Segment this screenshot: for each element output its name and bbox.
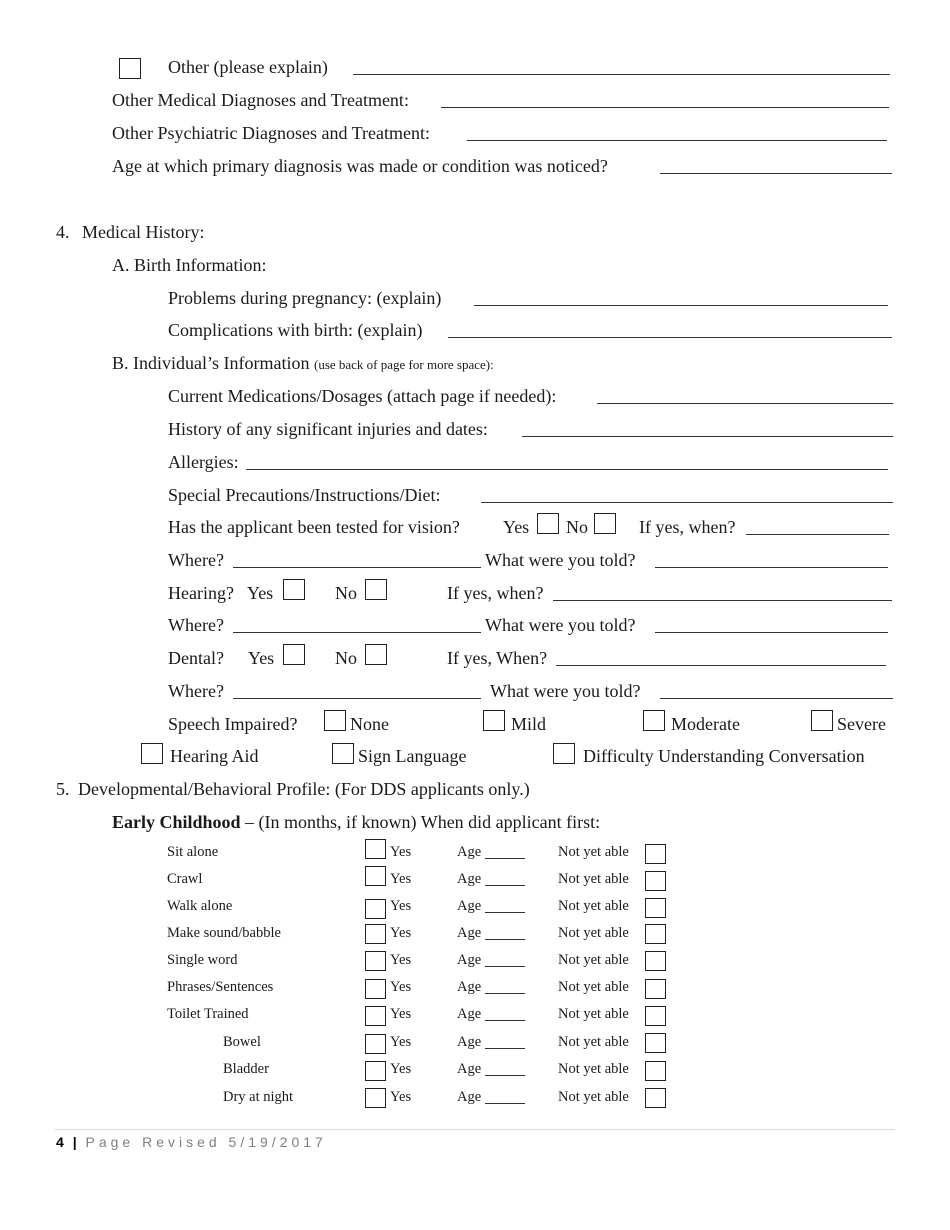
hearing-where-field[interactable]	[233, 632, 481, 633]
section-4-title: Medical History:	[82, 222, 205, 242]
milestone-age-label: Age	[457, 1034, 482, 1050]
milestone-label: Bowel	[223, 1034, 261, 1050]
milestone-age-field[interactable]	[485, 1103, 525, 1104]
milestone-yes-checkbox[interactable]	[365, 899, 386, 919]
footer-separator: |	[72, 1134, 78, 1150]
footer-divider	[55, 1129, 895, 1130]
hearing-where-label: Where?	[168, 615, 224, 635]
precautions-label: Special Precautions/Instructions/Diet:	[168, 485, 441, 505]
other-psychiatric-field[interactable]	[467, 140, 887, 141]
vision-yes-checkbox[interactable]	[537, 513, 559, 534]
hearing-aid-label: Hearing Aid	[170, 746, 259, 766]
milestone-yes-checkbox[interactable]	[365, 1006, 386, 1026]
hearing-no-checkbox[interactable]	[365, 579, 387, 600]
milestone-not-yet-checkbox[interactable]	[645, 1006, 666, 1026]
milestone-not-yet-label: Not yet able	[558, 979, 629, 995]
precautions-field[interactable]	[481, 502, 893, 503]
milestone-age-field[interactable]	[485, 885, 525, 886]
milestone-age-label: Age	[457, 898, 482, 914]
milestone-not-yet-checkbox[interactable]	[645, 898, 666, 918]
section-5-title: Developmental/Behavioral Profile: (For DDS applicants only.)	[78, 779, 530, 799]
hearing-when-label: If yes, when?	[447, 583, 544, 603]
milestone-age-field[interactable]	[485, 1020, 525, 1021]
speech-moderate-checkbox[interactable]	[643, 710, 665, 731]
dental-yes-checkbox[interactable]	[283, 644, 305, 665]
milestone-not-yet-checkbox[interactable]	[645, 1088, 666, 1108]
medications-field[interactable]	[597, 403, 893, 404]
milestone-yes-label: Yes	[390, 925, 412, 941]
hearing-aid-checkbox[interactable]	[141, 743, 163, 764]
dental-when-field[interactable]	[556, 665, 886, 666]
individual-info-title: B. Individual’s Information	[112, 353, 310, 373]
complications-field[interactable]	[448, 337, 892, 338]
milestone-yes-checkbox[interactable]	[365, 979, 386, 999]
milestone-label: Make sound/babble	[167, 925, 281, 941]
milestone-age-label: Age	[457, 925, 482, 941]
hearing-yes-checkbox[interactable]	[283, 579, 305, 600]
milestone-not-yet-label: Not yet able	[558, 1034, 629, 1050]
milestone-not-yet-checkbox[interactable]	[645, 871, 666, 891]
milestone-yes-label: Yes	[390, 1006, 412, 1022]
speech-severe-checkbox[interactable]	[811, 710, 833, 731]
milestone-yes-checkbox[interactable]	[365, 1061, 386, 1081]
pregnancy-field[interactable]	[474, 305, 888, 306]
sign-language-label: Sign Language	[358, 746, 467, 766]
allergies-field[interactable]	[246, 469, 888, 470]
milestone-yes-label: Yes	[390, 979, 412, 995]
milestone-yes-checkbox[interactable]	[365, 839, 386, 859]
milestone-age-field[interactable]	[485, 966, 525, 967]
milestone-label: Walk alone	[167, 898, 233, 914]
age-primary-field[interactable]	[660, 173, 892, 174]
milestone-not-yet-label: Not yet able	[558, 1006, 629, 1022]
hearing-no-label: No	[335, 583, 357, 603]
hearing-when-field[interactable]	[553, 600, 892, 601]
other-medical-field[interactable]	[441, 107, 889, 108]
milestone-yes-label: Yes	[390, 1034, 412, 1050]
milestone-not-yet-label: Not yet able	[558, 1089, 629, 1105]
milestone-yes-label: Yes	[390, 898, 412, 914]
milestone-yes-checkbox[interactable]	[365, 1034, 386, 1054]
milestone-not-yet-label: Not yet able	[558, 952, 629, 968]
speech-moderate-label: Moderate	[671, 714, 740, 734]
milestone-age-field[interactable]	[485, 939, 525, 940]
milestone-label: Crawl	[167, 871, 203, 887]
milestone-not-yet-checkbox[interactable]	[645, 924, 666, 944]
milestone-label: Bladder	[223, 1061, 269, 1077]
other-psychiatric-label: Other Psychiatric Diagnoses and Treatment:	[112, 123, 430, 143]
milestone-age-label: Age	[457, 871, 482, 887]
milestone-yes-label: Yes	[390, 871, 412, 887]
injuries-field[interactable]	[522, 436, 893, 437]
milestone-yes-checkbox[interactable]	[365, 951, 386, 971]
milestone-age-field[interactable]	[485, 912, 525, 913]
milestone-age-label: Age	[457, 1006, 482, 1022]
dental-told-label: What were you told?	[490, 681, 641, 701]
milestone-yes-checkbox[interactable]	[365, 1088, 386, 1108]
milestone-not-yet-checkbox[interactable]	[645, 844, 666, 864]
allergies-label: Allergies:	[168, 452, 239, 472]
milestone-not-yet-checkbox[interactable]	[645, 1033, 666, 1053]
other-explain-field[interactable]	[353, 74, 890, 75]
speech-severe-label: Severe	[837, 714, 886, 734]
individual-info-note: (use back of page for more space):	[313, 357, 494, 372]
early-childhood-bold: Early Childhood	[112, 812, 241, 832]
milestone-yes-checkbox[interactable]	[365, 924, 386, 944]
milestone-not-yet-checkbox[interactable]	[645, 951, 666, 971]
milestone-yes-label: Yes	[390, 1061, 412, 1077]
vision-where-label: Where?	[168, 550, 224, 570]
dental-where-label: Where?	[168, 681, 224, 701]
injuries-label: History of any significant injuries and dates:	[168, 419, 488, 439]
milestone-age-label: Age	[457, 979, 482, 995]
difficulty-conversation-label: Difficulty Understanding Conversation	[583, 746, 865, 766]
milestone-age-field[interactable]	[485, 858, 525, 859]
milestone-age-field[interactable]	[485, 1048, 525, 1049]
milestone-label: Toilet Trained	[167, 1006, 249, 1022]
hearing-told-field[interactable]	[655, 632, 888, 633]
vision-yes-label: Yes	[503, 517, 530, 537]
difficulty-conversation-checkbox[interactable]	[553, 743, 575, 764]
milestone-not-yet-checkbox[interactable]	[645, 979, 666, 999]
milestone-not-yet-label: Not yet able	[558, 844, 629, 860]
hearing-yes-label: Yes	[247, 583, 274, 603]
dental-question: Dental?	[168, 648, 224, 668]
milestone-not-yet-label: Not yet able	[558, 898, 629, 914]
vision-told-field[interactable]	[655, 567, 888, 568]
milestone-age-field[interactable]	[485, 993, 525, 994]
milestone-label: Single word	[167, 952, 238, 968]
early-childhood-rest: – (In months, if known) When did applicant first:	[245, 812, 601, 832]
medications-label: Current Medications/Dosages (attach page if needed):	[168, 386, 557, 406]
speech-none-checkbox[interactable]	[324, 710, 346, 731]
milestone-yes-checkbox[interactable]	[365, 866, 386, 886]
complications-label: Complications with birth: (explain)	[168, 320, 423, 340]
milestone-not-yet-label: Not yet able	[558, 925, 629, 941]
other-checkbox[interactable]	[119, 58, 141, 79]
dental-where-field[interactable]	[233, 698, 481, 699]
vision-told-label: What were you told?	[485, 550, 636, 570]
milestone-not-yet-label: Not yet able	[558, 1061, 629, 1077]
vision-no-label: No	[566, 517, 588, 537]
dental-no-checkbox[interactable]	[365, 644, 387, 665]
vision-when-label: If yes, when?	[639, 517, 736, 537]
milestone-label: Sit alone	[167, 844, 219, 860]
milestone-age-field[interactable]	[485, 1075, 525, 1076]
milestone-yes-label: Yes	[390, 1089, 412, 1105]
vision-when-field[interactable]	[746, 534, 889, 535]
other-explain-label: Other (please explain)	[168, 57, 328, 77]
dental-when-label: If yes, When?	[447, 648, 548, 668]
dental-yes-label: Yes	[248, 648, 275, 668]
milestone-not-yet-checkbox[interactable]	[645, 1061, 666, 1081]
pregnancy-label: Problems during pregnancy: (explain)	[168, 288, 442, 308]
milestone-age-label: Age	[457, 1089, 482, 1105]
age-primary-label: Age at which primary diagnosis was made or condition was noticed?	[112, 156, 608, 176]
dental-told-field[interactable]	[660, 698, 893, 699]
birth-info-heading: A. Birth Information:	[112, 255, 267, 275]
footer-revised: Page Revised 5/19/2017	[85, 1134, 327, 1150]
milestone-not-yet-label: Not yet able	[558, 871, 629, 887]
speech-mild-checkbox[interactable]	[483, 710, 505, 731]
individual-info-heading	[112, 352, 494, 376]
vision-where-field[interactable]	[233, 567, 481, 568]
milestone-yes-label: Yes	[390, 844, 412, 860]
other-medical-label: Other Medical Diagnoses and Treatment:	[112, 90, 409, 110]
page-footer	[56, 1134, 327, 1150]
sign-language-checkbox[interactable]	[332, 743, 354, 764]
page-number: 4	[56, 1134, 65, 1150]
milestone-yes-label: Yes	[390, 952, 412, 968]
speech-mild-label: Mild	[511, 714, 547, 734]
section-4-number: 4.	[56, 222, 70, 242]
hearing-question: Hearing?	[168, 583, 234, 603]
milestone-label: Phrases/Sentences	[167, 979, 274, 995]
dental-no-label: No	[335, 648, 357, 668]
speech-question: Speech Impaired?	[168, 714, 298, 734]
milestone-age-label: Age	[457, 952, 482, 968]
milestone-age-label: Age	[457, 1061, 482, 1077]
vision-no-checkbox[interactable]	[594, 513, 616, 534]
vision-question: Has the applicant been tested for vision?	[168, 517, 460, 537]
speech-none-label: None	[350, 714, 389, 734]
milestone-age-label: Age	[457, 844, 482, 860]
early-childhood-heading	[112, 811, 600, 833]
hearing-told-label: What were you told?	[485, 615, 636, 635]
section-5-number: 5.	[56, 779, 70, 799]
milestone-label: Dry at night	[223, 1089, 294, 1105]
